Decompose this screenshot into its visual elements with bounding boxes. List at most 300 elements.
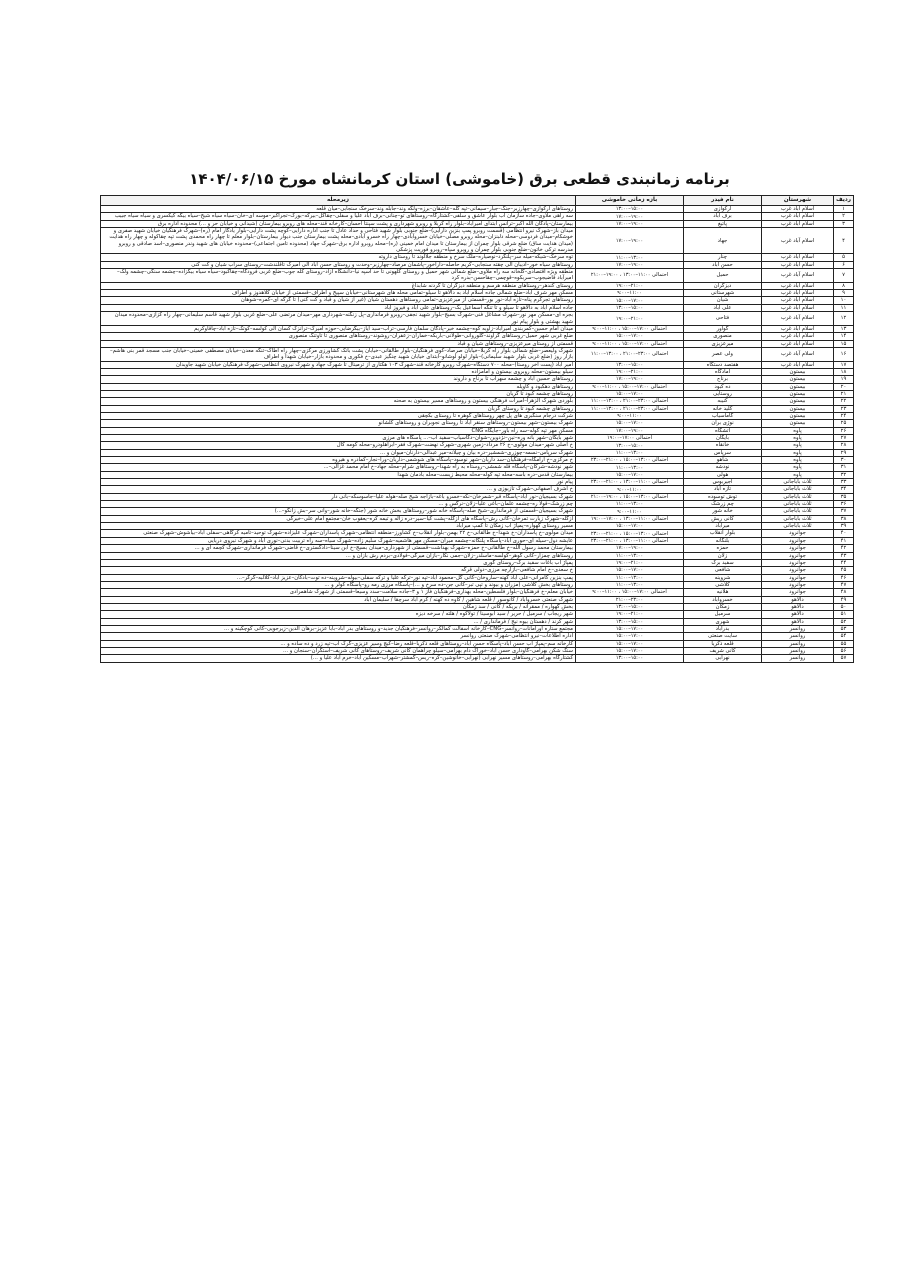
row-number-cell: ۶: [834, 261, 854, 268]
area-cell: میدان امام حسین–کمربندی امیرآباد–زاویه کوه–چشمه خیر–پادگان سلمان فارسی–تراب–سید ایاز–بیگرضایی–حوزه امیرک–ترانزک کسان الی کولسه–کوتک–تازه اباد–چاقاوکریم: [101, 325, 576, 332]
row-number-cell: ۲۹: [834, 449, 854, 456]
row-number-cell: ۴: [834, 228, 854, 254]
table-row: [101, 333, 854, 340]
time-cell: ۱۱:۰۰–۱۳:۰۰: [576, 574, 684, 581]
row-number-cell: ۵: [834, 254, 854, 261]
row-number-cell: ۱۵: [834, 340, 854, 347]
county-cell: اسلام آباد غرب: [762, 282, 834, 289]
time-cell: ۱۳:۰۰–۱۵:۰۰: [576, 618, 684, 625]
table-row: [101, 530, 854, 537]
area-cell: شهرک بسیجیان–قسمتی از فرمانداری–شیخ صله–پاسگاه خانه شور–روستاهای بخش خانه شور (جنگه–خانه شور–وانی سر–بش زانگو–...): [101, 508, 576, 515]
row-number-cell: ۱۱: [834, 304, 854, 311]
time-cell: احتمالی ۱۱:۰۰–۱۳:۰۰ ، ۱۹:۰۰–۲۱:۰۰: [576, 269, 684, 283]
county-cell: روانسر: [762, 647, 834, 654]
time-cell: ۱۷:۰۰–۱۹:۰۰: [576, 261, 684, 268]
row-number-cell: ۱۰: [834, 297, 854, 304]
row-number-cell: ۴۹: [834, 596, 854, 603]
area-cell: بیمارستان–پادگان الله اکبر–ترانس ابتدای امیرآباد–بلوار راه کربلا و روبرو شهرداری و پشت سپنتا احسان–کارخانه قند–محله های روبرو بیمارستان (شیدانی و خیابان حر و ...) محدوده اداره برق: [101, 220, 576, 227]
area-cell: سنگ شکن بهرامی–گاوداری حسن اباد–خوراک دام بهرامی–سیلو چراهمان کانی شریف–روستاهای کانی شریف–آستگران–سنجان و ...: [101, 647, 576, 654]
county-cell: روانسر: [762, 655, 834, 662]
area-cell: خ اصلی شهر–میدان مولوی–خ ۲۶ مرداد–زمین شهری–شهرک نهضت–شهرک فقر–ابراهلودرو–محله کومه کال: [101, 442, 576, 449]
time-cell: احتمالی ۱۳:۰۰–۱۵:۰۰ ، ۲۱:۰۰–۲۳:۰۰: [576, 457, 684, 464]
table-row: [101, 574, 854, 581]
county-cell: اسلام آباد غرب: [762, 290, 834, 297]
time-cell: ۱۳:۰۰–۱۵:۰۰: [576, 304, 684, 311]
feeder-cell: گاماسیاب: [684, 412, 762, 419]
area-cell: روستاهای ارکوازی–چهارزبر–جنگ–جبار–سیمانی–تپه گله–عاشقان–برزه–ولگه وند–جابله وند–سرخک سنجابی–میان قلعه: [101, 206, 576, 213]
county-cell: ثلاث باباجانی: [762, 501, 834, 508]
time-cell: احتمالی ۱۳:۰۰–۱۵:۰۰ ، ۱۹:۰۰–۲۱:۰۰: [576, 493, 684, 500]
table-row: [101, 611, 854, 618]
area-cell: روستاهای چشمه کبود تا روستای گریان: [101, 405, 576, 412]
feeder-cell: حمیل: [684, 269, 762, 283]
table-row: [101, 501, 854, 508]
feeder-cell: میرآباد: [684, 523, 762, 530]
row-number-cell: ۲۸: [834, 442, 854, 449]
area-cell: مجتمع ستاره اورامانات–روانسر–CNG–کارخانه آسفالت کمالکر–روانسر–فرهنگیان جدید–و روستاهای بدر اباد–بابا عزیز–برهان الدین–زیرجویی–کانی کوچکینه و ...: [101, 625, 576, 632]
feeder-cell: سرمیل: [684, 611, 762, 618]
feeder-cell: بلوار انقلاب: [684, 530, 762, 537]
county-cell: دالاهو: [762, 596, 834, 603]
area-cell: میدان باز–شهرک نیرو انتظامی (قسمت روبرو پمپ بنزین دارایی)–ضلع جنوبی بلوار شهید فتاحی و حداد عادل تا جنب اداره دارایی–کوچه پشت دارایی–بلوار یادگار امام (ره)–شهرک فرهنگیان خیابان شهید صفری و خوشکام–میدان فردوسی–محله دلبنزان–محله روبرو مصلی–خیابان خسروآبادی–چهار راه خسرو آبادی–محله پشت بیمارستان جنب دیوار بیمارستان–بلوار معلم تا چهار راه محمدی پشت تپه چقاکوله و چهار راه هدایت (میدان هدایت ساق) ضلع شرقی بلوار چمران از بیمارستان تا میدان امام خمینی (ره)–محله روبرو اداره برق–شهرک جهاد (محدوده تامین اجتماعی)–محدوده خیابان های شهید وندر منصوری–اسد صادقی و روبرو مدرسه ترکی خاتون–ضلع جنوبی بلوار چمران و روبرو سپاه–روبرو فوریت پزشکی: [101, 228, 576, 254]
table-row: [101, 220, 854, 227]
time-cell: ۱۱:۰۰–۱۳:۰۰: [576, 449, 684, 456]
table-row: [101, 596, 854, 603]
time-cell: ۱۵:۰۰–۱۷:۰۰: [576, 647, 684, 654]
feeder-cell: بایگان: [684, 435, 762, 442]
table-row: [101, 618, 854, 625]
table-row: [101, 552, 854, 559]
row-number-cell: ۲۰: [834, 383, 854, 390]
area-cell: قسمتی از روستای میرعزیزی–روستاهای شیان و قباد: [101, 340, 576, 347]
county-cell: اسلام آباد غرب: [762, 325, 834, 332]
time-cell: ۱۹:۰۰–۲۱:۰۰: [576, 368, 684, 375]
time-cell: ۱۹:۰۰–۲۱:۰۰: [576, 559, 684, 566]
table-row: [101, 290, 854, 297]
county-cell: ثلاث باباجانی: [762, 515, 834, 522]
area-cell: روستاهای دهکبود و کاویله: [101, 383, 576, 390]
feeder-cell: تازه آباد: [684, 486, 762, 493]
feeder-cell: کانی ریش: [684, 515, 762, 522]
feeder-cell: آمادگاه: [684, 368, 762, 375]
row-number-cell: ۴۷: [834, 581, 854, 588]
area-cell: بخش گهواره / ممقرانه / بریکه / کانی / سد زمکان: [101, 603, 576, 610]
row-number-cell: ۵۰: [834, 603, 854, 610]
county-cell: اسلام آباد غرب: [762, 220, 834, 227]
feeder-cell: بلنگانه: [684, 537, 762, 544]
time-cell: ۱۱:۰۰–۱۳:۰۰: [576, 581, 684, 588]
area-cell: شهرک سرپاس–نسمه–چوزری–شمشیر–دره بیان و چیلانه–میر عبدالی–دارنان–میوان و ...: [101, 449, 576, 456]
row-number-cell: ۹: [834, 290, 854, 297]
feeder-cell: بدرآباد: [684, 625, 762, 632]
area-cell: شهرک ولیعصر–ضلع شمالی بلوار راه کربلا–خیابان صرصاد–کوی فرهنگیان–بلوار طالقانی–خیابان پشت بانک کشاورزی مرکزی–چهار راه اطاک–تنگه معدن–خیابان مصطفی خمینی–خیابان جنب مسجد قمر بنی هاشم–بازار روز (ضلع غربی بلوار شهید سلیمانی)–بلوار لولو لوشانو–ابتدای خیابان شهید چنگیز عبدی–خ فکوری و محدوده بازار–خیابان شهدا و اطراف: [101, 347, 576, 361]
county-cell: بیستون: [762, 376, 834, 383]
table-row: [101, 589, 854, 596]
row-number-cell: ۱۷: [834, 361, 854, 368]
feeder-cell: شاهو: [684, 457, 762, 464]
county-cell: پاوه: [762, 471, 834, 478]
table-row: [101, 213, 854, 220]
table-row: [101, 508, 854, 515]
time-cell: ۱۳:۰۰–۱۵:۰۰: [576, 206, 684, 213]
time-cell: ۱۵:۰۰–۱۷:۰۰: [576, 523, 684, 530]
row-number-cell: ۴۶: [834, 574, 854, 581]
row-number-cell: ۴۰: [834, 530, 854, 537]
county-cell: پاوه: [762, 442, 834, 449]
table-row: [101, 435, 854, 442]
row-number-cell: ۲۵: [834, 420, 854, 427]
area-cell: بیمارستان محمد رسول الله–خ طالقانی–خ حمزه–شهرک بهداشت–قسمتی از شهرداری–میدان بسیج–خ ابن سینا–دادگستری–خ قاضی–شهرک فرمانداری–شهرک کچمه ای و ...: [101, 545, 576, 552]
row-number-cell: ۸: [834, 282, 854, 289]
feeder-cell: گواور: [684, 325, 762, 332]
county-cell: اسلام آباد غرب: [762, 206, 834, 213]
feeder-cell: آتشگاه: [684, 427, 762, 434]
feeder-cell: زمکان: [684, 603, 762, 610]
time-cell: ۹:۰۰–۱۱:۰۰ ، ۱۵:۰۰–۱۷:۰۰ احتمالی: [576, 589, 684, 596]
table-row: [101, 228, 854, 254]
row-number-cell: ۴۲: [834, 545, 854, 552]
area-cell: ضلع غربی شهر حمیل–روستاهای گراوند–گلوروانی–طولانی–باریکه–خماران–زعفران–روشوند–روستاهای منصوری تا تاوتنگ منصوری: [101, 333, 576, 340]
county-cell: ثلاث باباجانی: [762, 486, 834, 493]
time-cell: ۱۹:۰۰–۲۱:۰۰: [576, 611, 684, 618]
county-cell: اسلام آباد غرب: [762, 269, 834, 283]
area-cell: خیابان معلم–خ فرهنگیان–بلوار فلسطین–محله بهداری–فرهنگیان فاز ۱ و ۳–جاده سلامت–سدد وسیعا–قسمتی از شهرک شاهمرادی: [101, 589, 576, 596]
feeder-cell: شافعی: [684, 567, 762, 574]
time-cell: ۹:۰۰–۱۱:۰۰: [576, 486, 684, 493]
row-number-cell: ۲: [834, 213, 854, 220]
feeder-cell: میرعزیزی: [684, 340, 762, 347]
county-cell: روانسر: [762, 640, 834, 647]
time-cell: ۹:۰۰–۱۱:۰۰: [576, 508, 684, 515]
time-cell: ۱۵:۰۰–۱۷:۰۰: [576, 420, 684, 427]
feeder-cell: شیان: [684, 297, 762, 304]
table-row: [101, 457, 854, 464]
county-cell: اسلام آباد غرب: [762, 361, 834, 368]
table-row: [101, 633, 854, 640]
table-row: [101, 420, 854, 427]
county-cell: اسلام آباد غرب: [762, 228, 834, 254]
feeder-cell: خسروآباد: [684, 596, 762, 603]
row-number-cell: ۴۳: [834, 552, 854, 559]
time-cell: ۱۹:۰۰–۲۱:۰۰: [576, 312, 684, 326]
row-number-cell: ۵۵: [834, 640, 854, 647]
table-row: [101, 537, 854, 544]
feeder-cell: شهری: [684, 618, 762, 625]
row-number-cell: ۲۲: [834, 398, 854, 405]
header-row-number: ردیف: [834, 196, 854, 206]
time-cell: ۹:۰۰–۱۱:۰۰ ، ۱۵:۰۰–۱۷:۰۰ احتمالی: [576, 383, 684, 390]
time-cell: احتمالی ۱۱:۰۰–۱۳:۰۰ ، ۱۷:۰۰–۱۹:۰۰: [576, 515, 684, 522]
table-row: [101, 325, 854, 332]
county-cell: جوانرود: [762, 537, 834, 544]
feeder-cell: خانه شور: [684, 508, 762, 515]
county-cell: جوانرود: [762, 530, 834, 537]
row-number-cell: ۱۳: [834, 325, 854, 332]
table-row: [101, 347, 854, 361]
table-row: [101, 269, 854, 283]
area-cell: سیلو بیستون–محله روبروی بیستون و امامزاده: [101, 368, 576, 375]
time-cell: ۱۵:۰۰–۱۷:۰۰: [576, 640, 684, 647]
row-number-cell: ۵۷: [834, 655, 854, 662]
time-cell: ۱۳:۰۰–۱۵:۰۰: [576, 603, 684, 610]
feeder-cell: هولی: [684, 471, 762, 478]
county-cell: دالاهو: [762, 611, 834, 618]
row-number-cell: ۱۲: [834, 312, 854, 326]
area-cell: کارخانه سم–پمپاژ آب حسن اباد–پاسگاه حسن اباد–روستاهای قلعه ذکریا–قلعه رضا–کیچ وسیر عزیزی–گرگ آب–تپه زرد و ده ساده و ...: [101, 640, 576, 647]
county-cell: دالاهو: [762, 603, 834, 610]
area-cell: مسیر روستای گهواره–پمپاژ آب زمکان تا کمپ میرآباد: [101, 523, 576, 530]
time-cell: ۱۱:۰۰–۱۳:۰۰ ، ۲۱:۰۰–۲۳:۰۰ احتمالی: [576, 405, 684, 412]
time-cell: ۱۱:۰۰–۱۳:۰۰: [576, 464, 684, 471]
county-cell: جوانرود: [762, 559, 834, 566]
row-number-cell: ۲۶: [834, 427, 854, 434]
feeder-cell: کنیبه: [684, 398, 762, 405]
header-time: بازه زمانی خاموشی: [576, 196, 684, 206]
row-number-cell: ۵۳: [834, 625, 854, 632]
time-cell: ۱۳:۰۰–۱۵:۰۰: [576, 655, 684, 662]
area-cell: خ اشرف اصفهانی–شهرک تازیوزی و ...: [101, 486, 576, 493]
county-cell: پاوه: [762, 457, 834, 464]
area-cell: خ سعدی–خ امام شافعی–بازارچه مرزی–دولی قرگه: [101, 567, 576, 574]
table-row: [101, 376, 854, 383]
time-cell: ۱۵:۰۰–۱۷:۰۰: [576, 333, 684, 340]
row-number-cell: ۳۲: [834, 471, 854, 478]
county-cell: بیستون: [762, 412, 834, 419]
county-cell: ثلاث باباجانی: [762, 479, 834, 486]
area-cell: توه سرخک–شیکه–میله سر–پلنگرد–نوصیاره–ملک سرخ و منطقه جلالوند تا روستای داروته: [101, 254, 576, 261]
area-cell: سه راهی ملاوی–جاده سازمان آب بلوار عاشق و سلفی–کشتارگاه–روستاهای تو–چنانی–برف آباد علیا و سفلی–چقاکل–بیرکه–بورک–تجرآکبر–موسه ای–خان–سیاه سیاه شیخ–سیاه بیگه کیکسری و سیاه سیاه جبیب: [101, 213, 576, 220]
table-row: [101, 297, 854, 304]
time-cell: احتمالی ۱۳:۰۰–۱۵:۰۰ ، ۲۱:۰۰–۲۳:۰۰: [576, 530, 684, 537]
area-cell: مسکن مهر شرف اباد–ضلع شمالی جاده اسلام اباد به دالاهو تا سیلو–تمامی محله های شهرستانی–خیابان سپیخ و اطراف–قسمتی از خیابان کلاهدوز و اطراف: [101, 290, 576, 297]
table-row: [101, 390, 854, 397]
county-cell: ثلاث باباجانی: [762, 523, 834, 530]
area-cell: روستاهای سیاه خور–ادیبان الی چقته سنجابی–کریم حاصله–داراخور–پاشمان مرصاد–چهارزبر–وحدت و روستای حسن آباد الی امیرک تاقلندشت–روستای سراب شیان و کت کنی: [101, 261, 576, 268]
county-cell: پاوه: [762, 464, 834, 471]
time-cell: احتمالی ۱۱:۰۰–۱۳:۰۰ ، ۲۱:۰۰–۲۳:۰۰: [576, 479, 684, 486]
table-row: [101, 304, 854, 311]
county-cell: جوانرود: [762, 545, 834, 552]
feeder-cell: ارکوازی: [684, 206, 762, 213]
table-row: [101, 361, 854, 368]
feeder-cell: جهاد: [684, 228, 762, 254]
county-cell: اسلام آباد غرب: [762, 261, 834, 268]
time-cell: ۱۵:۰۰–۱۷:۰۰: [576, 471, 684, 478]
table-row: [101, 405, 854, 412]
time-cell: ۹:۰۰–۱۱:۰۰: [576, 412, 684, 419]
feeder-cell: حسن آباد: [684, 261, 762, 268]
time-cell: ۱۵:۰۰–۱۷:۰۰: [576, 297, 684, 304]
county-cell: پاوه: [762, 435, 834, 442]
row-number-cell: ۴۴: [834, 559, 854, 566]
area-cell: روستاهای چشمه کبود تا گریان: [101, 390, 576, 397]
row-number-cell: ۲۷: [834, 435, 854, 442]
feeder-cell: دیزگران: [684, 282, 762, 289]
feeder-cell: منصوری: [684, 333, 762, 340]
feeder-cell: نهرابی: [684, 655, 762, 662]
feeder-cell: کانی شریف: [684, 647, 762, 654]
table-row: [101, 655, 854, 662]
county-cell: اسلام آباد غرب: [762, 312, 834, 326]
feeder-cell: ولی عصر: [684, 347, 762, 361]
area-cell: پمپ بنزین کامرانی–علی اباد کهنه–ساروخان–کانی گل–محمود اباد–تپه نور–ترکه علیا و ترکه سفلی–بیوله–شروینه–ده توت–بادکان–عزیز اباد–کلالبه–گرگر–...: [101, 574, 576, 581]
area-cell: روستای کندهر–روستاهای منطقه هرسم و منطقه دیزگران تا گردنه شابداغ: [101, 282, 576, 289]
time-cell: ۱۵:۰۰–۱۷:۰۰: [576, 390, 684, 397]
feeder-cell: نوژی بران: [684, 420, 762, 427]
county-cell: اسلام آباد غرب: [762, 340, 834, 347]
county-cell: جوانرود: [762, 574, 834, 581]
table-row: [101, 640, 854, 647]
county-cell: اسلام آباد غرب: [762, 333, 834, 340]
row-number-cell: ۲۴: [834, 412, 854, 419]
feeder-cell: هلانیه: [684, 589, 762, 596]
area-cell: روستاهای چمزار–کانی گوهر–کولسه–ماسلدر–زلان–جمی نکار–بازان میرگی–فولادی–بردم رش بازان و ...: [101, 552, 576, 559]
area-cell: شهر بایگان–شهر بانه وره–نین–نژدوین–شوان–دگاسیاب–سفید آب–... پاسگاه های مرزی: [101, 435, 576, 442]
area-cell: شهرک صنعتی خسروآباد / کانوسور / قلعه شاهین / کاوه ده کهنه / کرم آباد سرچقا / سلیمان آباد: [101, 596, 576, 603]
area-cell: بیمارستان قدس–دره باسه–محله تپه کوله–محله محیط زیست–محله بادمان شهدا: [101, 471, 576, 478]
row-number-cell: ۱۹: [834, 376, 854, 383]
table-header-row: [101, 196, 854, 206]
table-row: [101, 383, 854, 390]
feeder-cell: ده کبود: [684, 383, 762, 390]
area-cell: شرکت درجام سنگبری های پل چهر روستاهای گوهره تا روستای بکچقی: [101, 412, 576, 419]
area-cell: شهر کرند / دهستان بیوه نیج / فرمانداری / ...: [101, 618, 576, 625]
time-cell: ۱۳:۰۰–۱۵:۰۰: [576, 442, 684, 449]
row-number-cell: ۱۴: [834, 333, 854, 340]
area-cell: بلوردی شهرک الزهرا–امیرات فرهنگی بیستون و روستاهای مسیر بیستون به صحنه: [101, 398, 576, 405]
county-cell: بیستون: [762, 383, 834, 390]
time-cell: ۱۷:۰۰–۱۹:۰۰: [576, 376, 684, 383]
area-cell: شهر ریجاب / سرمیل / حریر / سید ابوسینا / تولاکوه / هلته / سرخه دیزه: [101, 611, 576, 618]
table-row: [101, 464, 854, 471]
row-number-cell: ۷: [834, 269, 854, 283]
time-cell: احتمالی ۱۱:۰۰–۱۳:۰۰ ، ۲۱:۰۰–۲۳:۰۰: [576, 537, 684, 544]
area-cell: عایشه دول–سیله ای–حوری اباد–پاسگاه پلنگانه–چشمه میران–مسکن مهر هاشمیه–شهرک سلیم زاده–شهرک سیاه–سه راه تربیت بدنی–نوری اباد و شهرک نیروی دریایی: [101, 537, 576, 544]
area-cell: شهرک بسیجیان–نور آباد–پاسگاه قبر–شمرخان–نکه–خسرو باغه–بازاجه شیخ صله–هوله علیا–جاسوسکه–بانی دار: [101, 493, 576, 500]
feeder-cell: حمزه: [684, 545, 762, 552]
row-number-cell: ۳۵: [834, 493, 854, 500]
row-number-cell: ۳۰: [834, 457, 854, 464]
county-cell: ثلاث باباجانی: [762, 508, 834, 515]
feeder-cell: شروینه: [684, 574, 762, 581]
area-cell: چم زرشک–قولا ره–چشمه علمان–باغی علیا–زلان–نرگس و ...: [101, 501, 576, 508]
table-row: [101, 603, 854, 610]
table-body: [101, 206, 854, 663]
area-cell: روستاهای تجرکرم پناه–تازه آباد–نور بور–قسمتی از میرعزیزی–تمامی روستاهای دهستان شیان (غیر از شیان و قباد و کت کنی) تا گرگه ای–کمره–شوهان: [101, 297, 576, 304]
table-row: [101, 312, 854, 326]
table-row: [101, 523, 854, 530]
row-number-cell: ۳۴: [834, 486, 854, 493]
area-cell: خ مرکزی–خ آرامگاه–فرهنگیان–سد داریان–شهر نوسود–پاسگاه های شوشمی–داریان–ورا–نجار–کمادره و هیروه: [101, 457, 576, 464]
header-county: شهرستان: [762, 196, 834, 206]
table-row: [101, 261, 854, 268]
county-cell: جوانرود: [762, 589, 834, 596]
table-row: [101, 625, 854, 632]
row-number-cell: ۵۶: [834, 647, 854, 654]
table-row: [101, 412, 854, 419]
county-cell: جوانرود: [762, 581, 834, 588]
county-cell: بیستون: [762, 405, 834, 412]
row-number-cell: ۴۱: [834, 537, 854, 544]
area-cell: منطقه ویژه اقتصادی–گلخانه سه راه ملاوی–ضلع شمالی شهر حمیل و روستای کلهونی تا حد اسپه نیا–دانشگاه آزاد–روستای کله جوب–ضلع غربی فرودگاه–چقاکبود–سیاه سیاه بیگزاده–چشمه سنگی–چشمه ولک–امیرآباد قاضیجوب–سربکوه–قوچمی–چقاحسن–بدره کرد: [101, 269, 576, 283]
county-cell: پاوه: [762, 449, 834, 456]
area-cell: جاده اسلام اباد به دالاهو تا سیلو و تا تنگه اسماعیل بک–روستاهای علی اباد و فیروز اباد: [101, 304, 576, 311]
time-cell: ۲۱:۰۰–۲۳:۰۰: [576, 596, 684, 603]
table-row: [101, 254, 854, 261]
area-cell: پمپاژ آب باغات سفید برگ–روستای گوری: [101, 559, 576, 566]
feeder-cell: چنار: [684, 254, 762, 261]
area-cell: امیر آباد (پست آخر روستا)–محله ۷۰۰ دستگاه–شهرک روبرو کارخانه قند–شهرک ۱۰۳ هکتاری از ترمینال تا شهرک جهاد و شهرک نیروی انتظامی–شهرک فرهنگیان خیابان شهید جاویدان: [101, 361, 576, 368]
time-cell: ۱۹:۰۰–۲۱:۰۰: [576, 282, 684, 289]
time-cell: ۱۷:۰۰–۱۹:۰۰: [576, 545, 684, 552]
feeder-cell: خانقاه: [684, 442, 762, 449]
table-row: [101, 206, 854, 213]
feeder-cell: چم زرشک: [684, 501, 762, 508]
time-cell: ۱۵:۰۰–۱۷:۰۰: [576, 567, 684, 574]
row-number-cell: ۳۳: [834, 479, 854, 486]
feeder-cell: سایت صنعتی: [684, 633, 762, 640]
row-number-cell: ۲۱: [834, 390, 854, 397]
area-cell: شهر نودشه–شرکان–پاسگاه قله شمشی–روستاه به راه شهدا–روستاهای شرام–محله جهاد–خ امام محمد غزالی–...: [101, 464, 576, 471]
feeder-cell: برف آباد: [684, 213, 762, 220]
row-number-cell: ۱۶: [834, 347, 854, 361]
table-row: [101, 545, 854, 552]
county-cell: بیستون: [762, 368, 834, 375]
row-number-cell: ۳: [834, 220, 854, 227]
area-cell: پیام نور: [101, 479, 576, 486]
row-number-cell: ۴۵: [834, 567, 854, 574]
table-row: [101, 515, 854, 522]
feeder-cell: قلعه ذکریا: [684, 640, 762, 647]
row-number-cell: ۱۸: [834, 368, 854, 375]
county-cell: دالاهو: [762, 618, 834, 625]
county-cell: اسلام آباد غرب: [762, 254, 834, 261]
time-cell: ۱۷:۰۰–۱۹:۰۰: [576, 213, 684, 220]
table-row: [101, 340, 854, 347]
county-cell: بیستون: [762, 390, 834, 397]
time-cell: ۱۱:۰۰–۱۳:۰۰ ، ۲۱:۰۰–۲۳:۰۰ احتمالی: [576, 347, 684, 361]
table-row: [101, 368, 854, 375]
feeder-cell: فتاحی: [684, 312, 762, 326]
table-row: [101, 493, 854, 500]
table-row: [101, 427, 854, 434]
feeder-cell: روستایی: [684, 390, 762, 397]
table-row: [101, 282, 854, 289]
row-number-cell: ۳۱: [834, 464, 854, 471]
time-cell: ۱۵:۰۰–۱۷:۰۰: [576, 625, 684, 632]
feeder-cell: کلاشی: [684, 581, 762, 588]
county-cell: روانسر: [762, 625, 834, 632]
feeder-cell: اجیربوس: [684, 479, 762, 486]
time-cell: ۱۷:۰۰–۱۹:۰۰: [576, 228, 684, 254]
time-cell: ۱۳:۰۰–۱۵:۰۰: [576, 361, 684, 368]
area-cell: اداره اطلاعات–نیرو انتظامی–شهرک صنعتی روانسر: [101, 633, 576, 640]
table-row: [101, 567, 854, 574]
row-number-cell: ۳۹: [834, 523, 854, 530]
header-area: زیرمحله: [101, 196, 576, 206]
time-cell: ۱۱:۰۰–۱۳:۰۰: [576, 552, 684, 559]
area-cell: بجره ای–مسکن مهر نور–شهرک مشاغل فنی–شهرک بسیج–بلوار شهید نجفی–روبرو فرمانداری–پل زنگنه–شهرداری مهر–میدان مرتضی علی–ضلع غربی بلوار شهید قاسم سلیمانی–چهار راه کزازی–محدوده میدان شهید بهشتی و بلوار پیام نور: [101, 312, 576, 326]
row-number-cell: ۳۷: [834, 508, 854, 515]
table-row: [101, 581, 854, 588]
time-cell: ۱۱:۰۰–۱۳:۰۰: [576, 254, 684, 261]
feeder-cell: علی آباد: [684, 304, 762, 311]
feeder-cell: نودشه: [684, 464, 762, 471]
table-row: [101, 479, 854, 486]
area-cell: ازگله–شهرک زیارت تمرخان–کانی رش–پاسگاه های ازگله–پشت کیا–سیر–دره زاله و تیمه کره–یعقوب خان–مجتمع امام علی–خیرگی: [101, 515, 576, 522]
time-cell: ۹:۰۰–۱۱:۰۰ ، ۱۵:۰۰–۱۷:۰۰ احتمالی: [576, 325, 684, 332]
table-row: [101, 449, 854, 456]
